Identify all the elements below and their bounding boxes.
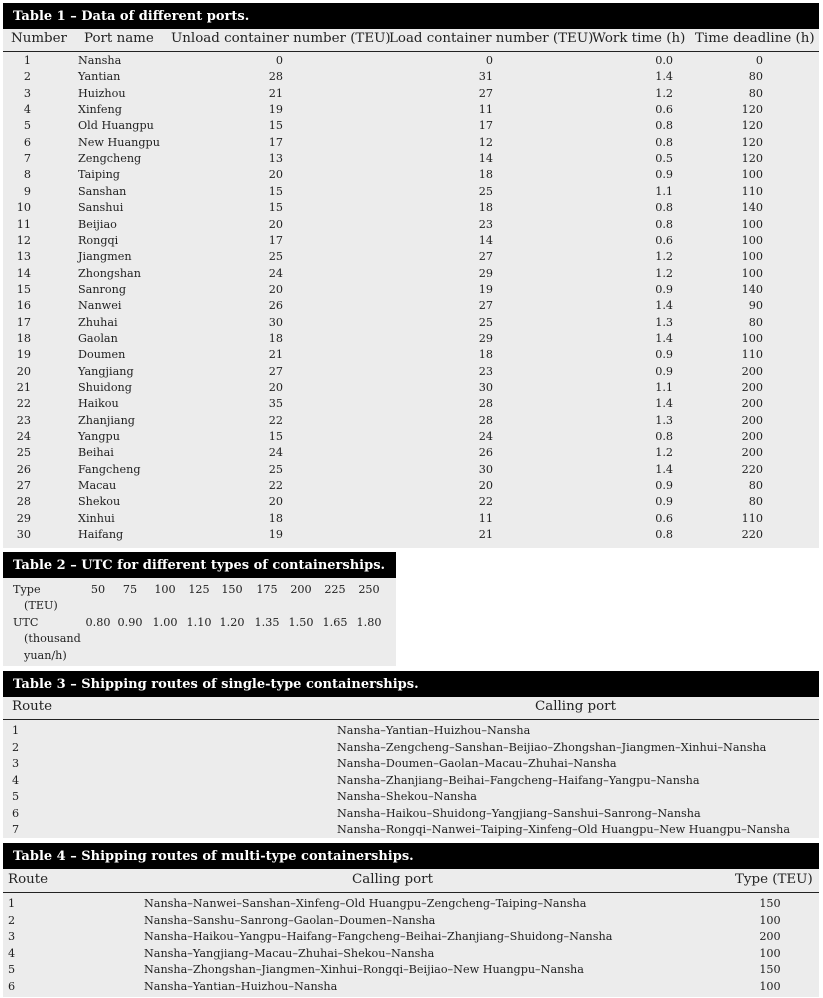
- t1-cell-number: 1: [23, 54, 31, 67]
- t2-utc-label: UTC: [13, 616, 39, 629]
- t1-cell-number: 16: [16, 299, 31, 313]
- t1-cell-unload: 15: [268, 184, 283, 198]
- t1-header-rule: [3, 51, 819, 52]
- t3-cell-route: 5: [12, 790, 20, 803]
- t2-type-value: 75: [122, 583, 138, 596]
- t4-cell-type: 150: [759, 897, 781, 910]
- t1-cell-worktime: 0.8: [655, 430, 673, 444]
- t1-cell-number: 20: [16, 364, 31, 378]
- t1-cell-port: Doumen: [78, 348, 126, 362]
- t1-cell-load: 0: [485, 54, 493, 67]
- t1-cell-number: 24: [16, 430, 31, 444]
- t1-cell-worktime: 1.4: [655, 299, 673, 313]
- t1-cell-worktime: 1.2: [655, 86, 673, 100]
- t1-cell-port: New Huangpu: [78, 135, 160, 149]
- t1-cell-unload: 35: [268, 397, 283, 411]
- t1-cell-deadline: 0: [755, 54, 763, 67]
- t1-cell-number: 25: [16, 446, 31, 460]
- t1-cell-number: 30: [16, 528, 31, 542]
- t1-cell-worktime: 0.6: [655, 511, 673, 525]
- t1-cell-deadline: 110: [741, 511, 763, 525]
- t1-cell-unload: 22: [268, 479, 283, 493]
- t1-cell-worktime: 0.9: [655, 479, 673, 493]
- t1-cell-number: 23: [16, 413, 31, 427]
- t1-header-unload: Unload container number (TEU): [171, 31, 391, 46]
- t1-cell-port: Haifang: [78, 528, 124, 542]
- t3-cell-route: 7: [12, 823, 20, 836]
- t1-cell-worktime: 0.6: [655, 103, 673, 117]
- t1-cell-number: 13: [16, 250, 31, 264]
- t1-cell-port: Jiangmen: [78, 250, 132, 264]
- t1-cell-worktime: 1.2: [655, 266, 673, 280]
- t3-cell-calling-port: Nansha–Zengcheng–Sanshan–Beijiao–Zhongshan–Jiangmen–Xinhui–Nansha: [337, 740, 767, 754]
- table-3-title: Table 3 – Shipping routes of single-type containerships.: [3, 671, 819, 697]
- t1-cell-port: Zhuhai: [78, 315, 118, 329]
- t1-cell-number: 19: [16, 348, 31, 362]
- t2-type-label: Type: [13, 583, 41, 596]
- t1-cell-load: 18: [478, 168, 493, 182]
- t3-cell-route: 3: [12, 757, 20, 770]
- t3-header-calling-port: Calling port: [535, 699, 616, 714]
- t1-cell-load: 11: [478, 103, 493, 117]
- t1-cell-port: Xinfeng: [78, 103, 122, 117]
- t1-cell-unload: 30: [268, 315, 283, 329]
- t1-cell-unload: 19: [268, 103, 283, 117]
- t1-cell-number: 29: [16, 511, 31, 525]
- t4-cell-type: 200: [759, 930, 781, 943]
- t2-type-value: 125: [188, 583, 210, 596]
- t1-cell-deadline: 220: [741, 528, 763, 542]
- t2-type-unit: (TEU): [24, 599, 58, 612]
- t1-cell-unload: 22: [268, 413, 283, 427]
- t1-cell-deadline: 90: [748, 299, 763, 313]
- t1-cell-number: 5: [23, 119, 31, 133]
- t1-cell-unload: 17: [268, 135, 283, 149]
- t1-cell-deadline: 100: [741, 233, 763, 247]
- t3-cell-calling-port: Nansha–Yantian–Huizhou–Nansha: [337, 724, 531, 737]
- t4-cell-type: 150: [759, 963, 781, 976]
- t1-cell-number: 28: [16, 495, 31, 509]
- t1-cell-number: 8: [23, 168, 31, 182]
- t1-cell-worktime: 0.5: [655, 152, 673, 166]
- t1-header-work-time: Work time (h): [592, 31, 686, 46]
- t1-cell-unload: 15: [268, 430, 283, 444]
- t1-cell-port: Fangcheng: [78, 462, 141, 476]
- t4-cell-route: 2: [8, 913, 16, 927]
- table-1-title: Table 1 – Data of different ports.: [3, 3, 819, 29]
- t1-cell-deadline: 80: [748, 479, 763, 493]
- t1-cell-deadline: 100: [741, 331, 763, 345]
- t1-cell-load: 28: [478, 413, 493, 427]
- t1-cell-port: Rongqi: [78, 233, 119, 247]
- t3-cell-route: 2: [12, 740, 20, 754]
- t1-cell-unload: 25: [268, 250, 283, 264]
- t1-header-deadline: Time deadline (h): [695, 31, 815, 46]
- t1-cell-port: Nanwei: [78, 299, 122, 313]
- t1-cell-load: 22: [478, 495, 493, 509]
- t1-cell-port: Shekou: [78, 495, 121, 509]
- t1-cell-number: 3: [23, 86, 31, 100]
- t3-cell-route: 4: [12, 773, 20, 787]
- t4-cell-route: 4: [8, 946, 16, 960]
- t4-cell-type: 100: [759, 913, 781, 927]
- t3-cell-calling-port: Nansha–Shekou–Nansha: [337, 790, 477, 803]
- table-2: [3, 552, 396, 666]
- t1-cell-worktime: 0.8: [655, 135, 673, 149]
- t1-cell-number: 12: [16, 233, 31, 247]
- t2-utc-unit-1: (thousand: [24, 632, 81, 645]
- t1-cell-unload: 28: [268, 70, 283, 84]
- t1-cell-deadline: 120: [741, 103, 763, 117]
- t1-cell-number: 10: [16, 201, 31, 215]
- t1-cell-port: Old Huangpu: [78, 119, 154, 133]
- t1-cell-unload: 15: [268, 201, 283, 215]
- t2-type-value: 150: [221, 583, 243, 596]
- t1-cell-worktime: 1.2: [655, 250, 673, 264]
- t1-cell-unload: 24: [268, 266, 283, 280]
- t1-cell-unload: 21: [268, 348, 283, 362]
- table-2-title: Table 2 – UTC for different types of containerships.: [3, 552, 396, 578]
- t1-cell-deadline: 140: [741, 201, 763, 215]
- t1-cell-worktime: 1.1: [655, 184, 673, 198]
- t1-cell-unload: 13: [268, 152, 283, 166]
- t1-cell-worktime: 0.8: [655, 119, 673, 133]
- table-4-title: Table 4 – Shipping routes of multi-type containerships.: [3, 843, 819, 869]
- t1-cell-deadline: 120: [741, 119, 763, 133]
- t1-cell-port: Zhongshan: [78, 266, 141, 280]
- t2-utc-value: 1.10: [186, 616, 212, 629]
- t1-cell-worktime: 1.3: [655, 413, 673, 427]
- t1-cell-deadline: 220: [741, 462, 763, 476]
- t2-utc-unit-2: yuan/h): [24, 649, 67, 662]
- t1-cell-load: 30: [478, 462, 493, 476]
- t1-cell-number: 2: [23, 70, 31, 84]
- t1-cell-port: Macau: [78, 479, 117, 493]
- t2-type-value: 100: [154, 583, 176, 596]
- t4-header-rule: [3, 892, 819, 893]
- t1-cell-load: 14: [478, 152, 493, 166]
- t1-cell-number: 4: [23, 103, 31, 117]
- t1-cell-load: 14: [478, 233, 493, 247]
- t1-cell-load: 27: [478, 299, 493, 313]
- t1-cell-number: 22: [16, 397, 31, 411]
- t1-cell-number: 9: [23, 184, 31, 198]
- t1-cell-unload: 20: [268, 217, 283, 231]
- t1-cell-load: 31: [478, 70, 493, 84]
- t1-cell-number: 17: [16, 315, 31, 329]
- t4-header-type: Type (TEU): [735, 872, 813, 887]
- t1-cell-load: 23: [478, 217, 493, 231]
- t3-cell-route: 1: [12, 724, 20, 737]
- t2-type-value: 225: [324, 583, 346, 596]
- t4-cell-calling-port: Nansha–Yangjiang–Macau–Zhuhai–Shekou–Nansha: [144, 946, 435, 960]
- t1-header-port-name: Port name: [84, 31, 154, 46]
- t1-cell-deadline: 100: [741, 250, 763, 264]
- t3-cell-calling-port: Nansha–Zhanjiang–Beihai–Fangcheng–Haifang–Yangpu–Nansha: [337, 773, 700, 787]
- t4-cell-calling-port: Nansha–Yantian–Huizhou–Nansha: [144, 979, 338, 993]
- t1-cell-load: 29: [478, 331, 493, 345]
- t1-cell-deadline: 140: [741, 282, 763, 296]
- t1-cell-unload: 26: [268, 299, 283, 313]
- t2-utc-value: 1.65: [322, 616, 348, 629]
- t3-cell-calling-port: Nansha–Rongqi–Nanwei–Taiping–Xinfeng–Old Huangpu–New Huangpu–Nansha: [337, 823, 790, 836]
- t1-cell-load: 24: [478, 430, 493, 444]
- t1-cell-number: 27: [16, 479, 31, 493]
- t2-type-value: 50: [90, 583, 106, 596]
- t1-cell-unload: 20: [268, 381, 283, 394]
- t1-cell-deadline: 200: [741, 446, 763, 460]
- t2-utc-value: 0.80: [85, 616, 111, 629]
- t1-cell-number: 14: [16, 266, 31, 280]
- t2-utc-value: 1.80: [356, 616, 382, 629]
- t1-cell-unload: 15: [268, 119, 283, 133]
- t1-cell-worktime: 0.8: [655, 201, 673, 215]
- t1-cell-unload: 24: [268, 446, 283, 460]
- t1-cell-port: Taiping: [78, 168, 120, 182]
- t1-cell-load: 25: [478, 315, 493, 329]
- t1-cell-port: Yangpu: [78, 430, 120, 444]
- t1-cell-worktime: 1.4: [655, 70, 673, 84]
- t1-cell-deadline: 80: [748, 86, 763, 100]
- t4-header-route: Route: [8, 872, 49, 887]
- t4-cell-route: 5: [8, 963, 16, 976]
- t1-cell-deadline: 100: [741, 266, 763, 280]
- t1-cell-worktime: 1.4: [655, 462, 673, 476]
- t1-cell-deadline: 200: [741, 430, 763, 444]
- t1-cell-port: Huizhou: [78, 86, 126, 100]
- t1-cell-deadline: 80: [748, 315, 763, 329]
- t1-cell-load: 11: [478, 511, 493, 525]
- t1-cell-load: 18: [478, 201, 493, 215]
- t3-header-route: Route: [12, 699, 53, 714]
- t1-cell-port: Sanshan: [78, 184, 127, 198]
- t1-cell-load: 26: [478, 446, 493, 460]
- t4-cell-route: 1: [8, 897, 16, 910]
- t1-cell-port: Zengcheng: [78, 152, 142, 166]
- t2-type-value: 175: [256, 583, 278, 596]
- t1-cell-worktime: 0.9: [655, 348, 673, 362]
- t1-cell-load: 27: [478, 86, 493, 100]
- t1-cell-deadline: 100: [741, 168, 763, 182]
- t1-cell-unload: 18: [268, 331, 283, 345]
- t1-cell-worktime: 0.9: [655, 282, 673, 296]
- t1-cell-unload: 21: [268, 86, 283, 100]
- t1-cell-deadline: 200: [741, 397, 763, 411]
- t1-cell-worktime: 0.9: [655, 364, 673, 378]
- t1-cell-load: 18: [478, 348, 493, 362]
- t1-cell-number: 7: [23, 152, 31, 166]
- t1-cell-worktime: 0.9: [655, 168, 673, 182]
- t3-cell-route: 6: [12, 806, 20, 820]
- t1-cell-worktime: 1.2: [655, 446, 673, 460]
- t1-cell-deadline: 200: [741, 413, 763, 427]
- t3-cell-calling-port: Nansha–Haikou–Shuidong–Yangjiang–Sanshui–Sanrong–Nansha: [337, 806, 701, 820]
- t4-cell-route: 3: [8, 930, 16, 943]
- t1-cell-deadline: 120: [741, 135, 763, 149]
- t1-cell-unload: 25: [268, 462, 283, 476]
- t1-cell-unload: 17: [268, 233, 283, 247]
- t1-cell-worktime: 0.8: [655, 528, 673, 542]
- t1-cell-load: 17: [478, 119, 493, 133]
- t1-cell-load: 21: [478, 528, 493, 542]
- t1-cell-worktime: 0.9: [655, 495, 673, 509]
- t1-cell-number: 6: [23, 135, 31, 149]
- t1-cell-load: 30: [478, 381, 493, 394]
- t1-header-load: Load container number (TEU): [389, 31, 594, 46]
- t1-cell-number: 15: [16, 282, 31, 296]
- t1-cell-port: Haikou: [78, 397, 119, 411]
- t1-cell-unload: 27: [268, 364, 283, 378]
- t1-cell-worktime: 1.4: [655, 397, 673, 411]
- t1-cell-load: 27: [478, 250, 493, 264]
- t1-cell-port: Yangjiang: [78, 364, 134, 378]
- t1-cell-load: 23: [478, 364, 493, 378]
- t1-cell-load: 19: [478, 282, 493, 296]
- t2-utc-value: 1.00: [152, 616, 178, 629]
- t1-cell-port: Shuidong: [78, 381, 132, 394]
- t1-cell-unload: 18: [268, 511, 283, 525]
- t1-cell-deadline: 200: [741, 364, 763, 378]
- t1-cell-unload: 20: [268, 282, 283, 296]
- table-1: [3, 3, 819, 548]
- t1-cell-port: Sanshui: [78, 201, 124, 215]
- t4-cell-route: 6: [8, 979, 16, 993]
- t4-cell-calling-port: Nansha–Zhongshan–Jiangmen–Xinhui–Rongqi–Beijiao–New Huangpu–Nansha: [144, 963, 584, 976]
- t1-cell-deadline: 110: [741, 184, 763, 198]
- t2-utc-value: 0.90: [117, 616, 143, 629]
- t1-cell-number: 18: [16, 331, 31, 345]
- t1-cell-port: Sanrong: [78, 282, 126, 296]
- t1-cell-deadline: 200: [741, 381, 763, 394]
- t1-cell-unload: 0: [275, 54, 283, 67]
- t4-cell-type: 100: [759, 946, 781, 960]
- t3-header-rule: [3, 719, 819, 720]
- t1-cell-deadline: 120: [741, 152, 763, 166]
- t1-cell-unload: 20: [268, 495, 283, 509]
- t4-cell-calling-port: Nansha–Haikou–Yangpu–Haifang–Fangcheng–Beihai–Zhanjiang–Shuidong–Nansha: [144, 930, 613, 943]
- t4-cell-calling-port: Nansha–Sanshu–Sanrong–Gaolan–Doumen–Nansha: [144, 913, 436, 927]
- t1-cell-number: 11: [16, 217, 31, 231]
- t1-cell-port: Yantian: [78, 70, 121, 84]
- t2-type-value: 200: [290, 583, 312, 596]
- t2-utc-value: 1.50: [288, 616, 314, 629]
- t1-cell-load: 28: [478, 397, 493, 411]
- table-3: [3, 671, 819, 838]
- t1-cell-port: Zhanjiang: [78, 413, 135, 427]
- t1-cell-worktime: 0.8: [655, 217, 673, 231]
- t1-cell-port: Xinhui: [78, 511, 115, 525]
- t1-cell-deadline: 80: [748, 70, 763, 84]
- t1-cell-worktime: 1.1: [655, 381, 673, 394]
- t1-cell-deadline: 80: [748, 495, 763, 509]
- t1-cell-deadline: 110: [741, 348, 763, 362]
- t1-cell-unload: 19: [268, 528, 283, 542]
- t1-header-number: Number: [11, 31, 67, 46]
- t2-type-value: 250: [358, 583, 380, 596]
- t1-cell-worktime: 1.3: [655, 315, 673, 329]
- t4-cell-type: 100: [759, 979, 781, 993]
- t1-cell-load: 29: [478, 266, 493, 280]
- t1-cell-load: 25: [478, 184, 493, 198]
- t4-header-calling-port: Calling port: [352, 872, 433, 887]
- t1-cell-worktime: 0.0: [655, 54, 673, 67]
- t1-cell-unload: 20: [268, 168, 283, 182]
- t3-cell-calling-port: Nansha–Doumen–Gaolan–Macau–Zhuhai–Nansha: [337, 757, 617, 770]
- table-4: [3, 843, 819, 997]
- t1-cell-number: 26: [16, 462, 31, 476]
- t1-cell-port: Gaolan: [78, 331, 118, 345]
- t1-cell-port: Nansha: [78, 54, 122, 67]
- t1-cell-load: 12: [478, 135, 493, 149]
- t1-cell-worktime: 0.6: [655, 233, 673, 247]
- t4-cell-calling-port: Nansha–Nanwei–Sanshan–Xinfeng–Old Huangpu–Zengcheng–Taiping–Nansha: [144, 897, 587, 910]
- t1-cell-worktime: 1.4: [655, 331, 673, 345]
- t2-utc-value: 1.20: [219, 616, 245, 629]
- t1-cell-port: Beijiao: [78, 217, 117, 231]
- t1-cell-load: 20: [478, 479, 493, 493]
- t1-cell-number: 21: [16, 381, 31, 394]
- t1-cell-port: Beihai: [78, 446, 114, 460]
- t2-utc-value: 1.35: [254, 616, 280, 629]
- t1-cell-deadline: 100: [741, 217, 763, 231]
